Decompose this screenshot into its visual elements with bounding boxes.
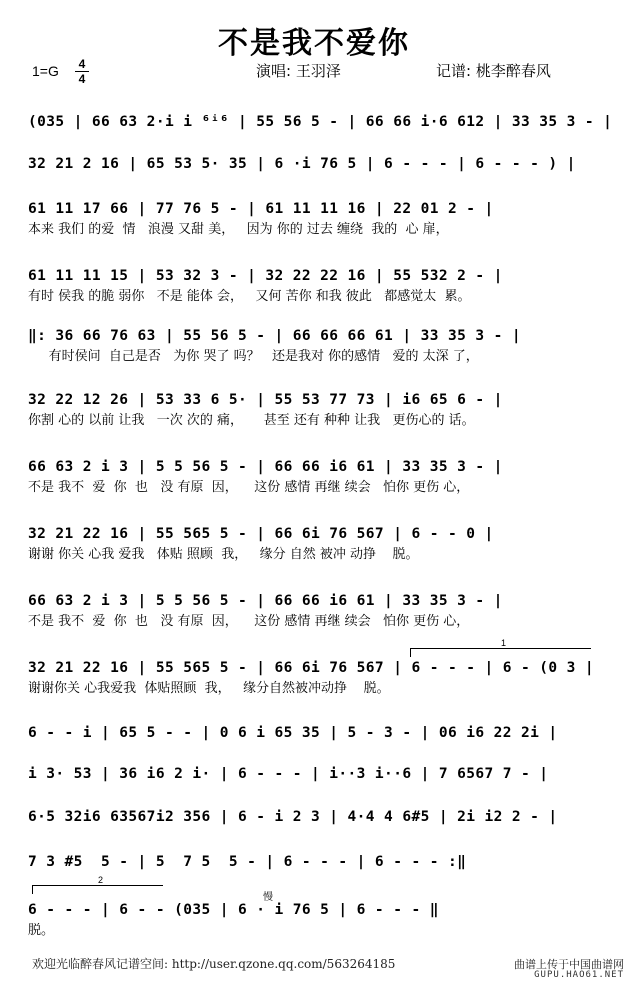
lyric-line: 不是 我不 爱 你 也 没 有原 因， 这份 感情 再继 续会 怕你 更伤 心， [28, 614, 470, 629]
notation-line: 66 63 2 i 3 | 5 5 56 5 - | 66 66 i6 61 | 33 35 3 - | [28, 459, 503, 475]
watermark: 曲谱上传于中国曲谱网 [514, 958, 624, 971]
tempo-mark: 慢 [263, 892, 273, 903]
notation-line: 32 21 22 16 | 55 565 5 - | 66 6i 76 567 | 6 - - - | 6 - (0 3 | [28, 660, 595, 676]
notation-line: 7 3 #5 5 - | 5 7 5 5 - | 6 - - - | 6 - - - :‖ [28, 854, 467, 870]
score-row [28, 763, 594, 789]
score-row [28, 198, 594, 237]
score-row [28, 899, 594, 938]
notation-line: 32 21 2 16 | 65 53 5· 35 | 6 ·i 76 5 | 6 - - - | 6 - - - ) | [28, 156, 576, 172]
time-signature-bottom: 4 [78, 72, 86, 86]
footer-text: 欢迎光临醉春风记谱空间: http://user.qzone.qq.com/563264185 [32, 957, 396, 971]
score-row [28, 523, 594, 562]
singer-credit: 演唱: 王羽泽 [256, 62, 341, 80]
notation-line: 6·5 32i6 63567i2 356 | 6 - i 2 3 | 4·4 4 6#5 | 2i i2 2 - | [28, 809, 558, 825]
song-title: 不是我不爱你 [218, 26, 410, 61]
volta-number: 2 [98, 875, 104, 885]
key-signature: 1=G [32, 63, 59, 79]
notation-line: 32 22 12 26 | 53 33 6 5· | 55 53 77 73 | i6 65 6 - | [28, 392, 503, 408]
volta-number: 1 [501, 638, 507, 648]
lyric-line: 谢谢你关 心我爱我 体贴照顾 我， 缘分自然被冲动挣 脱。 [28, 681, 390, 696]
lyric-line: 脱。 [28, 923, 55, 938]
volta-bracket [32, 875, 163, 894]
lyric-line: 你割 心的 以前 让我 一次 次的 痛， 甚至 还有 种种 让我 更伤心的 话。 [28, 413, 475, 428]
time-signature-top: 4 [78, 57, 86, 71]
score-row [28, 657, 595, 696]
score-row [28, 111, 613, 137]
score-row [28, 590, 594, 629]
score-row [28, 153, 594, 179]
score-row [28, 806, 594, 832]
notation-line: 66 63 2 i 3 | 5 5 56 5 - | 66 66 i6 61 | 33 35 3 - | [28, 593, 503, 609]
score-row [28, 851, 594, 877]
lyric-line: 本来 我们 的爱 情 浪漫 又甜 美， 因为 你的 过去 缠绕 我的 心 扉， [28, 222, 449, 237]
notation-line: 61 11 11 15 | 53 32 3 - | 32 22 22 16 | 55 532 2 - | [28, 268, 503, 284]
score-row [28, 456, 594, 495]
watermark-url: GUPU.HAO61.NET [534, 970, 624, 980]
score-row [28, 722, 594, 748]
notation-line: i 3· 53 | 36 i6 2 i· | 6 - - - | i··3 i··6 | 7 6567 7 - | [28, 766, 549, 782]
transcriber-credit: 记谱: 桃李醉春风 [436, 62, 551, 80]
time-signature [75, 58, 89, 85]
score-row [28, 325, 594, 364]
score-row [28, 389, 594, 428]
lyric-line: 有时 侯我 的脆 弱你 不是 能体 会， 又何 苦你 和我 彼此 都感觉太 累。 [28, 289, 471, 304]
lyric-line: 谢谢 你关 心我 爱我 体贴 照顾 我， 缘分 自然 被冲 动挣 脱。 [28, 547, 419, 562]
notation-line: 6 - - - | 6 - - (035 | 6 · i 76 5 | 6 - - - ‖ [28, 902, 439, 918]
lyric-line: 有时侯问 自己是否 为你 哭了 吗？ 还是我对 你的感情 爱的 太深 了， [28, 349, 479, 364]
notation-line: 61 11 17 66 | 77 76 5 - | 61 11 11 16 | 22 01 2 - | [28, 201, 494, 217]
notation-line: 32 21 22 16 | 55 565 5 - | 66 6i 76 567 | 6 - - 0 | [28, 526, 494, 542]
notation-line: (035 | 66 63 2·i i ⁶ⁱ⁶ | 55 56 5 - | 66 66 i·6 612 | 33 35 3 - | [28, 114, 613, 130]
score-row [28, 265, 594, 304]
lyric-line: 不是 我不 爱 你 也 没 有原 因， 这份 感情 再继 续会 怕你 更伤 心， [28, 480, 470, 495]
notation-line: 6 - - i | 65 5 - - | 0 6 i 65 35 | 5 - 3 - | 06 i6 22 2i | [28, 725, 558, 741]
volta-bracket [410, 638, 591, 657]
notation-line: ‖: 36 66 76 63 | 55 56 5 - | 66 66 66 61 | 33 35 3 - | [28, 328, 522, 344]
